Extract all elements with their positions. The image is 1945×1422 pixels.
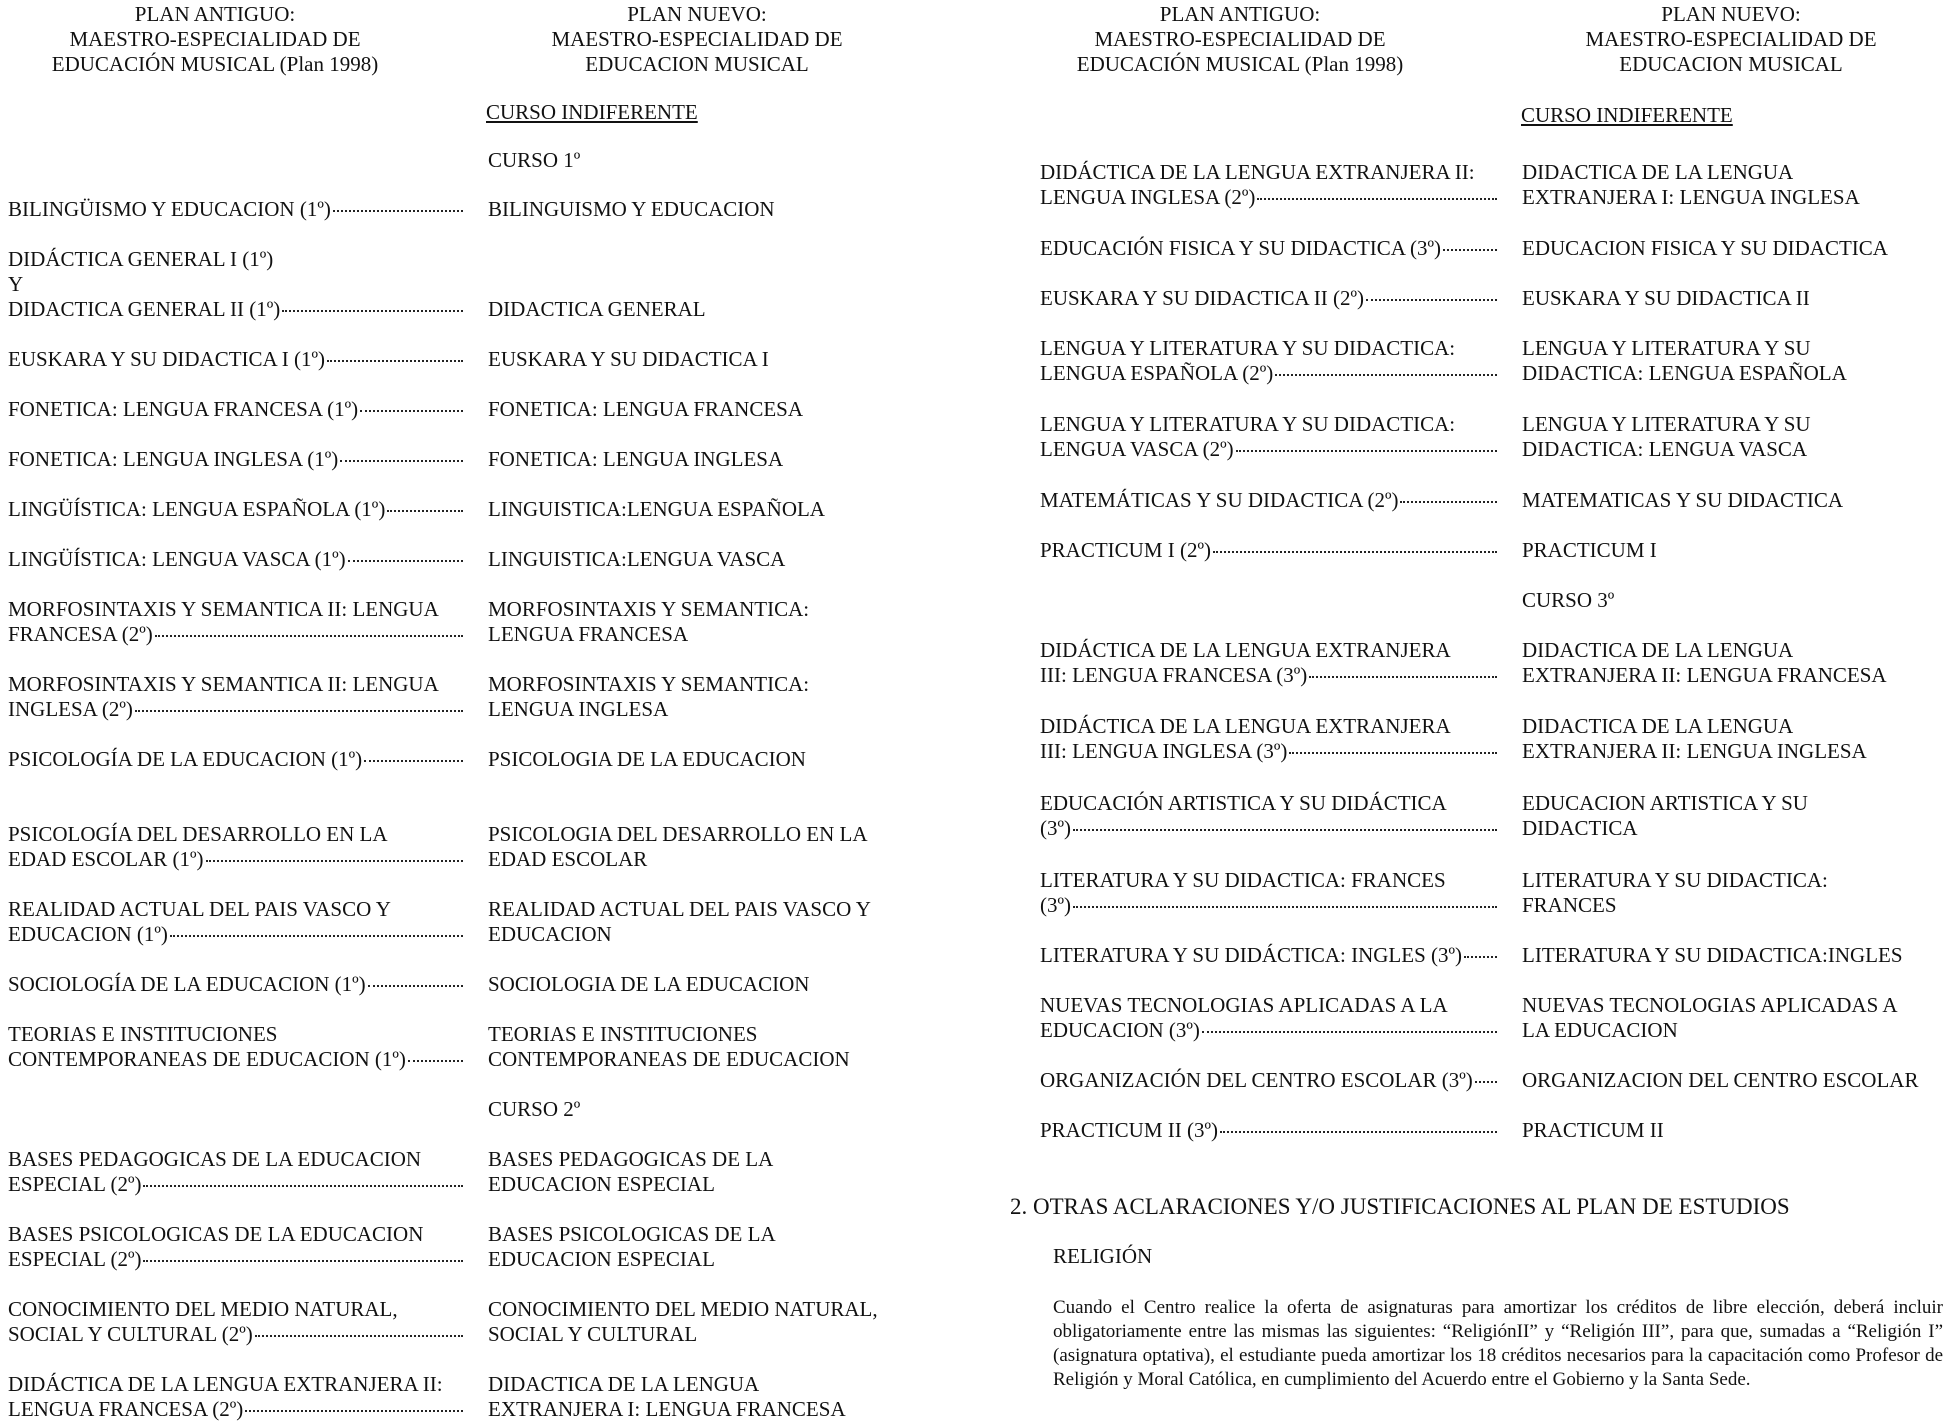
old-plan-subject (1040, 1118, 1497, 1143)
new-subject-line: EDUCACION FISICA Y SU DIDACTICA (1522, 236, 1888, 260)
new-plan-subject (488, 1297, 878, 1347)
old-subject-line: MORFOSINTAXIS Y SEMANTICA II: LENGUA (8, 597, 439, 621)
new-subject-line: CURSO 2º (488, 1097, 581, 1121)
old-subject-line: DIDÁCTICA DE LA LENGUA EXTRANJERA (1040, 714, 1451, 738)
dot-leader (143, 1185, 463, 1187)
new-subject-line: SOCIOLOGIA DE LA EDUCACION (488, 972, 810, 996)
new-subject-line: DIDACTICA DE LA LENGUA (488, 1372, 760, 1396)
dot-leader (1309, 676, 1497, 678)
dot-leader (245, 1410, 463, 1412)
new-subject-line: EUSKARA Y SU DIDACTICA II (1522, 286, 1810, 310)
old-subject-line: EDAD ESCOLAR (1º) (8, 847, 204, 871)
new-subject-line: ORGANIZACION DEL CENTRO ESCOLAR (1522, 1068, 1919, 1092)
new-plan-subject (488, 1222, 776, 1272)
new-subject-line: EDUCACION (488, 922, 612, 946)
new-subject-line: PRACTICUM II (1522, 1118, 1664, 1142)
new-subject-line: NUEVAS TECNOLOGIAS APLICADAS A (1522, 993, 1898, 1017)
new-subject-line: EDUCACION ARTISTICA Y SU (1522, 791, 1808, 815)
old-subject-line: LITERATURA Y SU DIDACTICA: FRANCES (1040, 868, 1446, 892)
old-plan-subject (1040, 943, 1497, 968)
dot-leader (360, 410, 463, 412)
new-plan-subject (1522, 236, 1888, 261)
curso-indiferente-label: CURSO INDIFERENTE (1521, 103, 1733, 127)
new-subject-line: DIDACTICA DE LA LENGUA (1522, 160, 1794, 184)
dot-leader (1073, 906, 1497, 908)
old-plan-subject (1040, 538, 1497, 563)
new-plan-subject (1522, 160, 1860, 210)
old-subject-line: CONTEMPORANEAS DE EDUCACION (1º) (8, 1047, 406, 1071)
new-subject-line: DIDACTICA DE LA LENGUA (1522, 638, 1794, 662)
old-subject-line: PSICOLOGÍA DEL DESARROLLO EN LA (8, 822, 388, 846)
old-subject-line: EUSKARA Y SU DIDACTICA I (1º) (8, 347, 326, 371)
new-subject-line: BASES PEDAGOGICAS DE LA (488, 1147, 774, 1171)
old-subject-line: DIDÁCTICA DE LA LENGUA EXTRANJERA (1040, 638, 1451, 662)
old-subject-line: TEORIAS E INSTITUCIONES (8, 1022, 278, 1046)
dot-leader (1366, 299, 1497, 301)
dot-leader (387, 510, 463, 512)
dot-leader (327, 360, 463, 362)
old-subject-line: EDUCACIÓN FISICA Y SU DIDACTICA (3º) (1040, 236, 1442, 260)
old-subject-line: LINGÜÍSTICA: LENGUA ESPAÑOLA (1º) (8, 497, 386, 521)
old-plan-subject (1040, 488, 1497, 513)
new-plan-subject (488, 447, 783, 472)
old-subject-line: (3º) (1040, 893, 1071, 917)
new-subject-line: CURSO 1º (488, 148, 581, 172)
old-plan-subject (8, 547, 463, 572)
new-plan-subject (488, 547, 785, 572)
new-subject-line: MORFOSINTAXIS Y SEMANTICA: (488, 672, 810, 696)
old-plan-subject (8, 347, 463, 372)
old-subject-line: LENGUA Y LITERATURA Y SU DIDACTICA: (1040, 336, 1456, 360)
new-plan-subject (1522, 714, 1867, 764)
old-subject-line: LENGUA Y LITERATURA Y SU DIDACTICA: (1040, 412, 1456, 436)
new-subject-line: LINGUISTICA:LENGUA ESPAÑOLA (488, 497, 825, 521)
old-subject-line: BASES PEDAGOGICAS DE LA EDUCACION (8, 1147, 422, 1171)
new-subject-line: EDUCACION ESPECIAL (488, 1172, 715, 1196)
dot-leader (1073, 829, 1497, 831)
old-plan-subject (8, 1297, 463, 1347)
dot-leader (408, 1060, 463, 1062)
new-subject-line: SOCIAL Y CULTURAL (488, 1322, 698, 1346)
old-subject-line: III: LENGUA FRANCESA (3º) (1040, 663, 1308, 687)
new-subject-line: LINGUISTICA:LENGUA VASCA (488, 547, 786, 571)
new-subject-line (488, 247, 706, 272)
old-subject-line: LITERATURA Y SU DIDÁCTICA: INGLES (3º) (1040, 943, 1463, 967)
old-subject-line: BASES PSICOLOGICAS DE LA EDUCACION (8, 1222, 424, 1246)
right-page (1010, 0, 1945, 1422)
old-plan-subject (1040, 286, 1497, 311)
old-plan-subject (1040, 160, 1497, 210)
new-plan-subject (488, 597, 809, 647)
old-plan-subject (8, 747, 463, 772)
new-plan-subject (488, 497, 825, 522)
dot-leader (340, 460, 463, 462)
new-subject-line: LENGUA FRANCESA (488, 622, 689, 646)
new-subject-line: EXTRANJERA II: LENGUA INGLESA (1522, 739, 1867, 763)
old-subject-line: ESPECIAL (2º) (8, 1172, 142, 1196)
old-plan-subject (1040, 236, 1497, 261)
old-subject-line: NUEVAS TECNOLOGIAS APLICADAS A LA (1040, 993, 1448, 1017)
curso-indiferente-label: CURSO INDIFERENTE (486, 100, 698, 124)
old-subject-line: LINGÜÍSTICA: LENGUA VASCA (1º) (8, 547, 346, 571)
new-plan-subject (1522, 286, 1810, 311)
old-plan-subject (1040, 412, 1497, 462)
new-subject-line (488, 272, 706, 297)
new-plan-subject (488, 347, 769, 372)
new-subject-line: DIDACTICA GENERAL (488, 297, 706, 321)
header-old-plan: PLAN ANTIGUO: MAESTRO-ESPECIALIDAD DE EDUCACIÓN MUSICAL (Plan 1998) (1076, 2, 1404, 76)
old-plan-subject (1040, 336, 1497, 386)
new-subject-line: CURSO 3º (1522, 588, 1615, 612)
old-plan-subject (1040, 993, 1497, 1043)
new-subject-line: EDUCACION ESPECIAL (488, 1247, 715, 1271)
dot-leader (1400, 501, 1497, 503)
new-subject-line: PSICOLOGIA DEL DESARROLLO EN LA (488, 822, 868, 846)
dot-leader (255, 1335, 463, 1337)
old-plan-subject (8, 397, 463, 422)
old-subject-line: ORGANIZACIÓN DEL CENTRO ESCOLAR (3º) (1040, 1068, 1473, 1092)
dot-leader (282, 310, 463, 312)
dot-leader (1220, 1131, 1497, 1133)
old-subject-line: FONETICA: LENGUA INGLESA (1º) (8, 447, 339, 471)
old-plan-subject (1040, 1068, 1497, 1093)
curso-label (488, 1097, 580, 1122)
new-plan-subject (1522, 791, 1808, 841)
old-plan-subject (1040, 638, 1497, 688)
new-plan-subject (488, 1372, 846, 1422)
new-plan-subject (488, 247, 706, 322)
old-subject-line: PSICOLOGÍA DE LA EDUCACION (1º) (8, 747, 363, 771)
new-plan-subject (1522, 1118, 1664, 1143)
new-subject-line: EXTRANJERA II: LENGUA FRANCESA (1522, 663, 1887, 687)
new-subject-line: BASES PSICOLOGICAS DE LA (488, 1222, 776, 1246)
old-plan-subject (8, 497, 463, 522)
old-subject-line: PRACTICUM I (2º) (1040, 538, 1212, 562)
new-subject-line: DIDACTICA: LENGUA VASCA (1522, 437, 1808, 461)
dot-leader (1475, 1081, 1497, 1083)
new-subject-line: LENGUA Y LITERATURA Y SU (1522, 336, 1811, 360)
new-plan-subject (488, 1147, 773, 1197)
new-subject-line: FONETICA: LENGUA INGLESA (488, 447, 784, 471)
new-subject-line: FONETICA: LENGUA FRANCESA (488, 397, 804, 421)
new-subject-line: DIDACTICA (1522, 816, 1638, 840)
old-plan-subject (8, 1022, 463, 1072)
old-subject-line: LENGUA FRANCESA (2º) (8, 1397, 244, 1421)
new-subject-line: CONTEMPORANEAS DE EDUCACION (488, 1047, 850, 1071)
old-subject-line: LENGUA INGLESA (2º) (1040, 185, 1256, 209)
old-plan-subject (1040, 868, 1497, 918)
dot-leader (1289, 752, 1497, 754)
new-plan-subject (1522, 993, 1898, 1043)
new-subject-line: FRANCES (1522, 893, 1617, 917)
new-subject-line: TEORIAS E INSTITUCIONES (488, 1022, 758, 1046)
dot-leader (1464, 956, 1497, 958)
dot-leader (1236, 450, 1497, 452)
dot-leader (1257, 198, 1497, 200)
new-subject-line: EUSKARA Y SU DIDACTICA I (488, 347, 769, 371)
curso-label (488, 148, 580, 173)
old-subject-line: DIDÁCTICA DE LA LENGUA EXTRANJERA II: (1040, 160, 1475, 184)
new-subject-line: LENGUA Y LITERATURA Y SU (1522, 412, 1811, 436)
old-plan-subject (1040, 714, 1497, 764)
dot-leader (1202, 1031, 1497, 1033)
old-subject-line: EDUCACIÓN ARTISTICA Y SU DIDÁCTICA (1040, 791, 1447, 815)
dot-leader (135, 710, 463, 712)
new-plan-subject (488, 822, 868, 872)
new-subject-line: BILINGUISMO Y EDUCACION (488, 197, 775, 221)
dot-leader (348, 560, 463, 562)
header-new-plan: PLAN NUEVO: MAESTRO-ESPECIALIDAD DE EDUCACION MUSICAL (551, 2, 843, 76)
dot-leader (368, 985, 463, 987)
old-plan-subject (8, 672, 463, 722)
old-plan-subject (8, 1222, 463, 1272)
new-subject-line: CONOCIMIENTO DEL MEDIO NATURAL, (488, 1297, 878, 1321)
new-subject-line: DIDACTICA DE LA LENGUA (1522, 714, 1794, 738)
old-subject-line: Y (8, 272, 24, 296)
dot-leader (170, 935, 463, 937)
old-subject-line: CONOCIMIENTO DEL MEDIO NATURAL, (8, 1297, 398, 1321)
old-plan-subject (8, 972, 463, 997)
religion-subtitle: RELIGIÓN (1053, 1244, 1153, 1268)
old-subject-line: LENGUA VASCA (2º) (1040, 437, 1234, 461)
new-subject-line: PSICOLOGIA DE LA EDUCACION (488, 747, 806, 771)
old-subject-line: FRANCESA (2º) (8, 622, 153, 646)
old-subject-line: EDUCACION (3º) (1040, 1018, 1200, 1042)
new-plan-subject (488, 747, 806, 772)
left-page (0, 0, 970, 1422)
new-plan-subject (1522, 412, 1811, 462)
section-title: 2. OTRAS ACLARACIONES Y/O JUSTIFICACIONES AL PLAN DE ESTUDIOS (1010, 1194, 1790, 1219)
old-subject-line: FONETICA: LENGUA FRANCESA (1º) (8, 397, 359, 421)
new-plan-subject (488, 897, 871, 947)
old-plan-subject (8, 247, 463, 322)
new-subject-line: LENGUA INGLESA (488, 697, 669, 721)
old-plan-subject (8, 822, 463, 872)
old-subject-line: LENGUA ESPAÑOLA (2º) (1040, 361, 1274, 385)
old-plan-subject (8, 597, 463, 647)
new-plan-subject (488, 972, 809, 997)
new-plan-subject (1522, 638, 1887, 688)
new-plan-subject (1522, 868, 1828, 918)
dot-leader (155, 635, 463, 637)
old-subject-line: SOCIOLOGÍA DE LA EDUCACION (1º) (8, 972, 366, 996)
header-new-plan: PLAN NUEVO: MAESTRO-ESPECIALIDAD DE EDUCACION MUSICAL (1585, 2, 1877, 76)
old-plan-subject (8, 897, 463, 947)
new-plan-subject (1522, 1068, 1918, 1093)
old-subject-line: DIDÁCTICA DE LA LENGUA EXTRANJERA II: (8, 1372, 443, 1396)
dot-leader (1213, 551, 1497, 553)
header-old-plan: PLAN ANTIGUO: MAESTRO-ESPECIALIDAD DE EDUCACIÓN MUSICAL (Plan 1998) (51, 2, 379, 76)
religion-paragraph: Cuando el Centro realice la oferta de asignaturas para amortizar los créditos de libre elección, deberá incluir obligatoriamente entre las mismas las siguientes: “ReligiónII” y “Religión III”, para que, sumadas a “Religión I” (asignatura optativa), el estudiante pueda amortizar los 18 créditos necesarios para la capacitación como Profesor de Religión y Moral Católica, en cumplimiento del Acuerdo entre el Gobierno y la Santa Sede. (1053, 1297, 1943, 1390)
old-plan-subject (1040, 791, 1497, 841)
new-plan-subject (1522, 943, 1903, 968)
new-plan-subject (488, 1022, 850, 1072)
old-subject-line: EUSKARA Y SU DIDACTICA II (2º) (1040, 286, 1365, 310)
old-plan-subject (8, 1372, 463, 1422)
new-subject-line: EXTRANJERA I: LENGUA INGLESA (1522, 185, 1860, 209)
new-subject-line: PRACTICUM I (1522, 538, 1657, 562)
dot-leader (143, 1260, 463, 1262)
old-plan-subject (8, 197, 463, 222)
old-subject-line: ESPECIAL (2º) (8, 1247, 142, 1271)
dot-leader (1275, 374, 1497, 376)
new-plan-subject (488, 197, 775, 222)
old-subject-line: MATEMÁTICAS Y SU DIDACTICA (2º) (1040, 488, 1399, 512)
new-subject-line: EXTRANJERA I: LENGUA FRANCESA (488, 1397, 846, 1421)
old-subject-line: (3º) (1040, 816, 1071, 840)
new-subject-line: LITERATURA Y SU DIDACTICA: (1522, 868, 1828, 892)
old-subject-line: INGLESA (2º) (8, 697, 133, 721)
new-subject-line: REALIDAD ACTUAL DEL PAIS VASCO Y (488, 897, 871, 921)
old-subject-line: SOCIAL Y CULTURAL (2º) (8, 1322, 253, 1346)
old-subject-line: DIDACTICA GENERAL II (1º) (8, 297, 281, 321)
new-subject-line: LA EDUCACION (1522, 1018, 1678, 1042)
old-plan-subject (8, 447, 463, 472)
old-plan-subject (8, 1147, 463, 1197)
new-subject-line: LITERATURA Y SU DIDACTICA:INGLES (1522, 943, 1903, 967)
dot-leader (1443, 249, 1497, 251)
old-subject-line: III: LENGUA INGLESA (3º) (1040, 739, 1288, 763)
new-plan-subject (1522, 538, 1657, 563)
dot-leader (364, 760, 463, 762)
old-subject-line: DIDÁCTICA GENERAL I (1º) (8, 247, 274, 271)
new-plan-subject (488, 672, 809, 722)
old-subject-line: BILINGÜISMO Y EDUCACION (1º) (8, 197, 331, 221)
old-subject-line: MORFOSINTAXIS Y SEMANTICA II: LENGUA (8, 672, 439, 696)
old-subject-line: REALIDAD ACTUAL DEL PAIS VASCO Y (8, 897, 391, 921)
old-subject-line: EDUCACION (1º) (8, 922, 168, 946)
new-subject-line: MATEMATICAS Y SU DIDACTICA (1522, 488, 1844, 512)
new-subject-line: EDAD ESCOLAR (488, 847, 648, 871)
new-plan-subject (1522, 488, 1843, 513)
new-plan-subject (488, 397, 803, 422)
new-subject-line: MORFOSINTAXIS Y SEMANTICA: (488, 597, 810, 621)
new-subject-line: DIDACTICA: LENGUA ESPAÑOLA (1522, 361, 1847, 385)
curso-label (1522, 588, 1614, 613)
old-subject-line: PRACTICUM II (3º) (1040, 1118, 1219, 1142)
dot-leader (333, 210, 463, 212)
dot-leader (206, 860, 463, 862)
new-plan-subject (1522, 336, 1847, 386)
